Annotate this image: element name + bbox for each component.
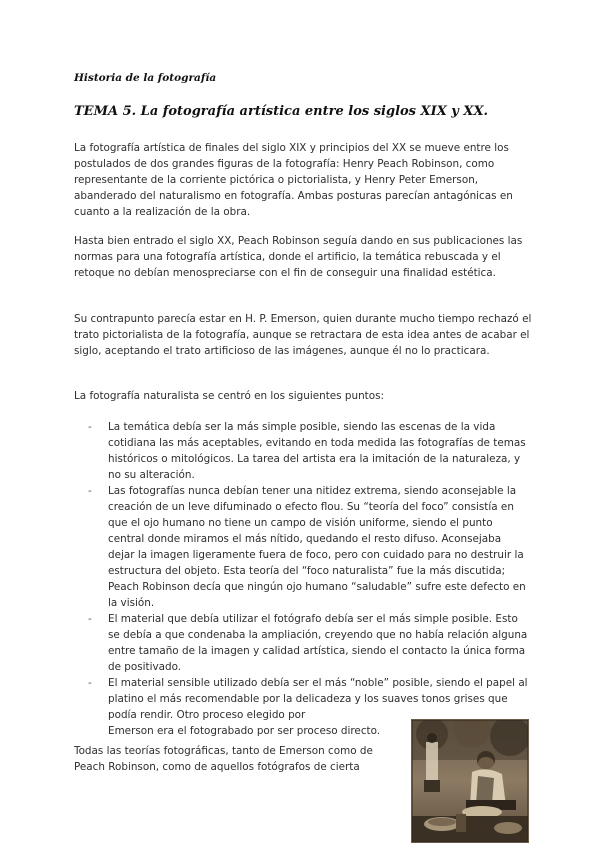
bullet-marker: - xyxy=(88,485,92,497)
paragraph-closing: Todas las teorías fotográficas, tanto de Emerson como de Peach Robinson, como de aquellos fotógrafos de cierta xyxy=(74,745,373,773)
list-item xyxy=(74,675,530,723)
paragraph-naturalist-intro: La fotografía naturalista se centró en los siguientes puntos: xyxy=(74,390,384,402)
page-title: TEMA 5. La fotografía artística entre los siglos XIX y XX. xyxy=(74,104,489,119)
list-item xyxy=(74,483,530,611)
bullet-marker: - xyxy=(88,613,92,625)
paragraph-robinson: Hasta bien entrado el siglo XX, Peach Robinson seguía dando en sus publicaciones las normas para una fotografía artística, donde el artificio, la temática rebuscada y el retoque no debían menospreciarse con el fin de conseguir una finalidad estética. xyxy=(74,235,523,279)
paragraph-emerson: Su contrapunto parecía estar en H. P. Emerson, quien durante mucho tiempo rechazó el trato pictorialista de la fotografía, aunque se retractara de esta idea antes de acabar el siglo, aceptando el trato artificioso de las imágenes, aunque él no lo practicara. xyxy=(74,313,532,357)
paragraph-intro: La fotografía artística de finales del siglo XIX y principios del XX se mueve entre los postulados de dos grandes figuras de la fotografía: Henry Peach Robinson, como representante de la corriente pictórica o pictorialista, y Henry Peter Emerson, abanderado del naturalismo en fotografía. Ambas posturas parecían antagónicas en cuanto a la realización de la obra. xyxy=(74,142,513,218)
running-header: Historia de la fotografía xyxy=(74,72,217,84)
list-item xyxy=(74,611,530,675)
bullet-marker: - xyxy=(88,677,92,689)
bullet-marker: - xyxy=(88,421,92,433)
naturalist-points-list xyxy=(74,419,530,739)
list-item-text: Las fotografías nunca debían tener una nitidez extrema, siendo aconsejable la creación de un leve difuminado o efecto flou. Su “teoría del foco” consistía en que el ojo humano no tiene un campo de visión uniforme, siendo el punto central donde miramos el más nítido, quedando el resto difuso. Aconsejaba dejar la imagen ligeramente fuera de foco, pero con cuidado para no destruir la estructura del objeto. Esta teoría del “foco naturalista” fue la más discutida; Peach Robinson decía que ningún ojo humano “saludable” sufre este defecto en la visión. xyxy=(108,485,526,609)
list-item xyxy=(74,419,530,483)
photograph-illustration xyxy=(412,720,528,842)
list-item-text: El material sensible utilizado debía ser el más “noble” posible, siendo el papel al platino el más recomendable por la delicadeza y los suaves tonos grises que podía rendir. Otro proceso elegido por xyxy=(108,677,528,721)
list-item-text: El material que debía utilizar el fotógrafo debía ser el más simple posible. Esto se debía a que condenaba la ampliación, creyendo que no había relación alguna entre tamaño de la imagen y calidad artística, siendo el contacto la única forma de positivado. xyxy=(108,613,528,673)
list-item-text: La temática debía ser la más simple posible, siendo las escenas de la vida cotidiana las más aceptables, evitando en toda medida las fotografías de temas históricos o mitológicos. La tarea del artista era la imitación de la naturaleza, y no su alteración. xyxy=(108,421,526,481)
list-item-text: Emerson era el fotograbado por ser proceso directo. xyxy=(108,725,381,737)
sepia-photograph xyxy=(411,719,529,843)
